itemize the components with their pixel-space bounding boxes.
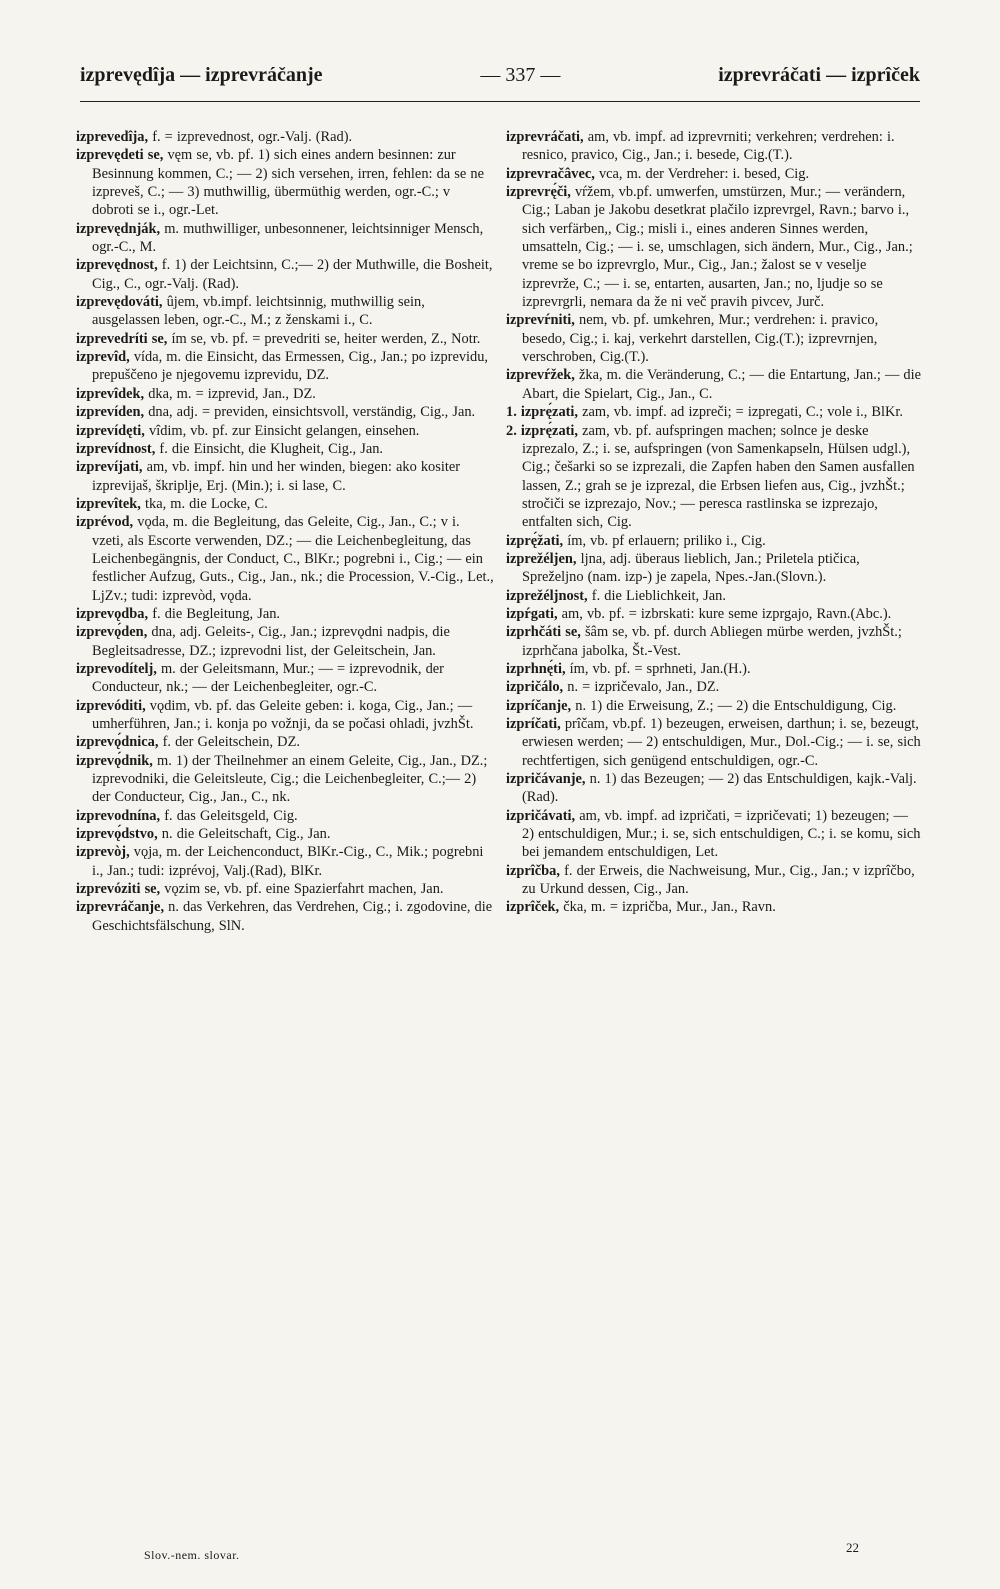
- entry-definition: f. 1) der Leichtsinn, C.;— 2) der Muthwille, die Bosheit, Cig., C., ogr.-Valj. (Rad).: [92, 257, 493, 292]
- entry-definition: f. das Geleitsgeld, Cig.: [164, 807, 298, 824]
- entry-definition: prîčam, vb.pf. 1) bezeugen, erweisen, darthun; i. se, bezeugt, erwiesen werden; — 2) entschuldigen, Mur., Dol.-Cig.; — i. se, sich rechtfertigen, sich genügend entschuldigen, ogr.-C.: [522, 716, 921, 769]
- dictionary-entry: [506, 587, 924, 605]
- entry-headword: izprevedîja,: [76, 129, 149, 145]
- dictionary-entry: [506, 770, 924, 807]
- entry-headword: izprę́žati,: [506, 532, 564, 549]
- dictionary-entry: [76, 697, 494, 734]
- entry-definition: nem, vb. pf. umkehren, Mur.; verdrehen: i. pravico, besedo, Cig.; i. kaj, verkehrt darstellen, Cig.(T.); izprevrnjen, verschroben, Cig.(T.).: [522, 312, 879, 366]
- dictionary-entry: [76, 513, 494, 605]
- dictionary-entry: [506, 422, 924, 532]
- entry-definition: vǫdim, vb. pf. das Geleite geben: i. koga, Cig., Jan.; — umherführen, Jan.; i. konja po vožnji, da se počasi ohladi, jvzhŠt.: [92, 697, 474, 732]
- dictionary-entry: [76, 752, 494, 807]
- dictionary-entry: [76, 422, 494, 440]
- entry-definition: f. = izprevednost, ogr.-Valj. (Rad).: [152, 129, 353, 145]
- entry-definition: vęm se, vb. pf. 1) sich eines andern besinnen: zur Besinnung kommen, C.; — 2) sich versehen, irren, fehlen: da se ne izpreveš, C.; — 3) muthwillig, übermüthig werden, ogr.-C.; v dobroti se i., ogr.-Let.: [92, 147, 484, 219]
- entry-headword: izprevîdek,: [76, 385, 145, 402]
- dictionary-entry: [506, 311, 924, 366]
- dictionary-entry: [76, 733, 494, 751]
- entry-headword: izprevòj,: [76, 844, 130, 861]
- right-column: [506, 128, 924, 917]
- entry-headword: izprevóditi,: [76, 697, 146, 714]
- entry-definition: čka, m. = izpričba, Mur., Jan., Ravn.: [563, 899, 776, 916]
- dictionary-entry: [76, 293, 494, 330]
- entry-headword: izprevǫ́dstvo,: [76, 826, 158, 843]
- entry-headword: izprevǫ́dnica,: [76, 734, 159, 751]
- entry-definition: ím, vb. pf. = sprhneti, Jan.(H.).: [569, 660, 751, 677]
- page-header: [80, 64, 920, 90]
- entry-headword: izprevídęti,: [76, 422, 145, 439]
- entry-definition: f. der Geleitschein, DZ.: [162, 734, 300, 751]
- dictionary-entry: [506, 807, 924, 862]
- dictionary-entry: [506, 128, 924, 165]
- entry-definition: zam, vb. impf. ad izpreči; = izpregati, C.; vole i., BlKr.: [582, 404, 903, 421]
- entry-headword: izprevǫ́dnik,: [76, 752, 153, 769]
- dictionary-entry: [506, 715, 924, 770]
- entry-definition: zam, vb. pf. aufspringen machen; solnce je deske izprezalo, Z.; i. se, aufspringen (von Samenkapseln, Hülsen udgl.), Cig.; češarki so se izprezali, die Zapfen haben den Samen ausfallen lassen, Z.; grah se je izprezal, die Erbsen liefen aus, Cig., jvzhŠt.; stročiči se izprezajo, Nov.; — peresca rastlinska se izprezajo, entfalten sich, Cig.: [522, 422, 915, 531]
- entry-headword: izprhčáti se,: [506, 624, 581, 641]
- dictionary-entry: [76, 605, 494, 623]
- entry-definition: vǫzim se, vb. pf. eine Spazierfahrt machen, Jan.: [164, 881, 444, 898]
- entry-headword: izprevídnost,: [76, 440, 156, 457]
- entry-definition: n. die Geleitschaft, Cig., Jan.: [161, 826, 331, 843]
- entry-definition: dna, adj. Geleits-, Cig., Jan.; izprevǫdni nadpis, die Begleitsadresse, DZ.; izprevodni list, der Geleitschein, Jan.: [92, 624, 450, 659]
- dictionary-entry: [76, 128, 494, 146]
- entry-definition: vca, m. der Verdreher: i. besed, Cig.: [598, 165, 810, 182]
- entry-definition: dna, adj. = previden, einsichtsvoll, verständig, Cig., Jan.: [148, 404, 476, 421]
- entry-definition: šâm se, vb. pf. durch Abliegen mürbe werden, jvzhŠt.; izprhčana jabolka, Št.-Vest.: [522, 624, 902, 659]
- dictionary-entry: [506, 898, 924, 916]
- entry-headword: izprevodítelj,: [76, 660, 157, 677]
- entry-definition: dka, m. = izprevid, Jan., DZ.: [148, 385, 316, 402]
- entry-headword: izprežéljen,: [506, 550, 577, 567]
- entry-headword: izprevíden,: [76, 404, 145, 421]
- entry-definition: ûjem, vb.impf. leichtsinnig, muthwillig sein, ausgelassen leben, ogr.-C., M.; z ženskami i., C.: [92, 294, 425, 329]
- entry-definition: vŕžem, vb.pf. umwerfen, umstürzen, Mur.; — verändern, Cig.; Laban je Jakobu desetkrat plačilo izprevrgel, Ravn.; barvo i., sich verfärben,, Cig.; misli i., eines anderen Sinnes werden, umsatteln, Cig.; — i. se, umschlagen, sich ändern, Mur., Cig., Jan.; vreme se bo izprevrglo, Mur., Cig., Jan.; žalost se v veselje izprevrže, C.; — i. se, entarten, ausarten, Jan.; no, ljudje so se izprevrgrli, nemara da že ni več pravih pivcev, Jurč.: [522, 184, 913, 311]
- dictionary-entry: [506, 623, 924, 660]
- entry-definition: vída, m. die Einsicht, das Ermessen, Cig., Jan.; po izprevidu, prepuščeno je njegovemu izprevidu, DZ.: [92, 349, 489, 384]
- entry-definition: žka, m. die Veränderung, C.; — die Entartung, Jan.; — die Abart, die Spielart, Cig., Jan., C.: [522, 367, 922, 402]
- entry-definition: n. das Verkehren, das Verdrehen, Cig.; i. zgodovine, die Geschichtsfälschung, SlN.: [92, 899, 493, 934]
- entry-definition: vîdim, vb. pf. zur Einsicht gelangen, einsehen.: [149, 422, 420, 439]
- dictionary-entry: [76, 348, 494, 385]
- entry-headword: izprežéljnost,: [506, 587, 588, 604]
- entry-headword: izprevedríti se,: [76, 330, 168, 347]
- entry-definition: n. = izpričevalo, Jan., DZ.: [567, 679, 720, 696]
- entry-definition: tka, m. die Locke, C.: [145, 495, 268, 512]
- entry-headword: izprevračâvec,: [506, 165, 595, 182]
- entry-definition: vǫja, m. der Leichenconduct, BlKr.-Cig., C., Mik.; pogrebni i., Jan.; tudi: izprévoj, Valj.(Rad), BlKr.: [92, 844, 484, 879]
- left-column: [76, 128, 494, 935]
- dictionary-entry: [76, 880, 494, 898]
- entry-headword: izprevíjati,: [76, 459, 143, 476]
- entry-headword: izprévod,: [76, 514, 134, 531]
- entry-headword: izprevóziti se,: [76, 881, 161, 898]
- entry-headword: izprîček,: [506, 899, 560, 916]
- signature-mark: Slov.-nem. slovar.: [144, 1548, 240, 1562]
- dictionary-entry: [506, 403, 924, 421]
- dictionary-entry: [76, 458, 494, 495]
- entry-definition: m. der Geleitsmann, Mur.; — = izprevodnik, der Conducteur, nk.; — der Leichenbegleiter, ogr.-C.: [92, 660, 444, 696]
- entry-definition: am, vb. impf. ad izpričati, = izpričevati; 1) bezeugen; — 2) entschuldigen, Mur.; i. se, sich entschuldigen, C.; i. se komu, sich bei jemandem entschuldigen, Let.: [522, 807, 921, 861]
- dictionary-entry: [76, 440, 494, 458]
- entry-definition: f. der Erweis, die Nachweisung, Mur., Cig., Jan.; v izprîčbo, zu Urkund dessen, Cig., Jan.: [522, 862, 915, 898]
- entry-definition: m. muthwilliger, unbesonnener, leichtsinniger Mensch, ogr.-C., M.: [92, 220, 484, 256]
- entry-definition: am, vb. impf. ad izprevrniti; verkehren; verdrehen: i. resnico, pravico, Cig., Jan.; i. besede, Cig.(T.).: [522, 129, 895, 164]
- entry-headword: izprevodnína,: [76, 807, 161, 824]
- entry-headword: izprevŕniti,: [506, 312, 575, 329]
- entry-headword: izpŕgati,: [506, 605, 558, 622]
- entry-headword: izprevrę́či,: [506, 184, 571, 201]
- dictionary-entry: [76, 403, 494, 421]
- dictionary-entry: [76, 660, 494, 697]
- dictionary-entry: [506, 165, 924, 183]
- entry-headword: izprevráčati,: [506, 129, 584, 145]
- entry-definition: vǫda, m. die Begleitung, das Geleite, Cig., Jan., C.; v i. vzeti, als Escorte verwenden, DZ.; — die Leichenbegleitung, das Leichenbegängnis, der Conduct, C., BlKr.; pogrebni i., Cig.; — ein festlicher Aufzug, Guts., Cig., Jan., nk.; die Procession, V.-Cig., Let., LjZv.; tudi: izprevòd, vǫda.: [92, 514, 494, 604]
- running-head-left: izprevędîja — izprevráčanje: [80, 64, 323, 86]
- entry-headword: izprevędnost,: [76, 257, 158, 274]
- dictionary-entry: [76, 330, 494, 348]
- signature-number: 22: [846, 1540, 859, 1555]
- entry-headword: izprîčba,: [506, 862, 560, 879]
- dictionary-entry: [76, 256, 494, 293]
- dictionary-entry: [506, 605, 924, 623]
- dictionary-entry: [76, 807, 494, 825]
- entry-headword: izprevędováti,: [76, 294, 163, 311]
- dictionary-entry: [76, 495, 494, 513]
- entry-headword: izprevędeti se,: [76, 147, 164, 164]
- entry-headword: izprevǫdba,: [76, 605, 149, 622]
- dictionary-entry: [506, 660, 924, 678]
- entry-headword: izprevǫ́den,: [76, 624, 148, 641]
- dictionary-entry: [506, 532, 924, 550]
- entry-definition: n. 1) die Erweisung, Z.; — 2) die Entschuldigung, Cig.: [575, 697, 897, 714]
- entry-headword: izpríčanje,: [506, 697, 572, 714]
- entry-definition: m. 1) der Theilnehmer an einem Geleite, Cig., Jan., DZ.; izprevodniki, die Geleitsleute, Cig.; die Leichenbegleiter, C.;— 2) der Conducteur, Cig., Jan., C., nk.: [92, 752, 488, 806]
- entry-headword: 1. izprę́zati,: [506, 404, 579, 421]
- entry-definition: ím se, vb. pf. = prevedriti se, heiter werden, Z., Notr.: [171, 330, 481, 347]
- entry-headword: izpričálo,: [506, 679, 564, 696]
- entry-headword: 2. izprę́zati,: [506, 422, 579, 439]
- dictionary-entry: [76, 220, 494, 257]
- entry-headword: izprevîtek,: [76, 495, 141, 512]
- entry-headword: izpričávanje,: [506, 771, 586, 788]
- entry-definition: am, vb. impf. hin und her winden, biegen: ako kositer izprevijaš, škriplje, Erj. (Min.); i. si lase, C.: [92, 459, 461, 494]
- header-rule: [80, 101, 920, 102]
- dictionary-entry: [506, 678, 924, 696]
- entry-definition: ím, vb. pf erlauern; priliko i., Cig.: [567, 532, 766, 549]
- entry-headword: izpríčati,: [506, 716, 561, 732]
- entry-headword: izprevráčanje,: [76, 899, 165, 916]
- entry-definition: f. die Lieblichkeit, Jan.: [591, 587, 726, 604]
- running-head-right: izprevráčati — izprîček: [718, 64, 920, 86]
- entry-definition: ljna, adj. überaus lieblich, Jan.; Priletela ptičica, Spreželjno (nam. izp-) je zapela, Npes.-Jan.(Slovn.).: [522, 550, 860, 586]
- dictionary-entry: [76, 146, 494, 219]
- entry-definition: f. die Einsicht, die Klugheit, Cig., Jan.: [159, 440, 384, 457]
- dictionary-entry: [76, 623, 494, 660]
- dictionary-entry: [76, 843, 494, 880]
- entry-definition: am, vb. pf. = izbrskati: kure seme izprgajo, Ravn.(Abc.).: [561, 605, 892, 622]
- entry-headword: izprevŕžek,: [506, 367, 575, 384]
- entry-headword: izprhnę́ti,: [506, 660, 566, 677]
- dictionary-entry: [506, 697, 924, 715]
- dictionary-entry: [76, 825, 494, 843]
- dictionary-entry: [506, 862, 924, 899]
- entry-headword: izpričávati,: [506, 807, 576, 824]
- page-number: — 337 —: [480, 64, 561, 86]
- entry-definition: n. 1) das Bezeugen; — 2) das Entschuldigen, kajk.-Valj.(Rad).: [522, 771, 917, 806]
- entry-headword: izprevędnják,: [76, 220, 161, 237]
- dictionary-entry: [76, 385, 494, 403]
- dictionary-entry: [506, 550, 924, 587]
- entry-headword: izprevîd,: [76, 349, 130, 366]
- dictionary-entry: [506, 183, 924, 311]
- dictionary-entry: [506, 366, 924, 403]
- entry-definition: f. die Begleitung, Jan.: [152, 605, 280, 622]
- dictionary-entry: [76, 898, 494, 935]
